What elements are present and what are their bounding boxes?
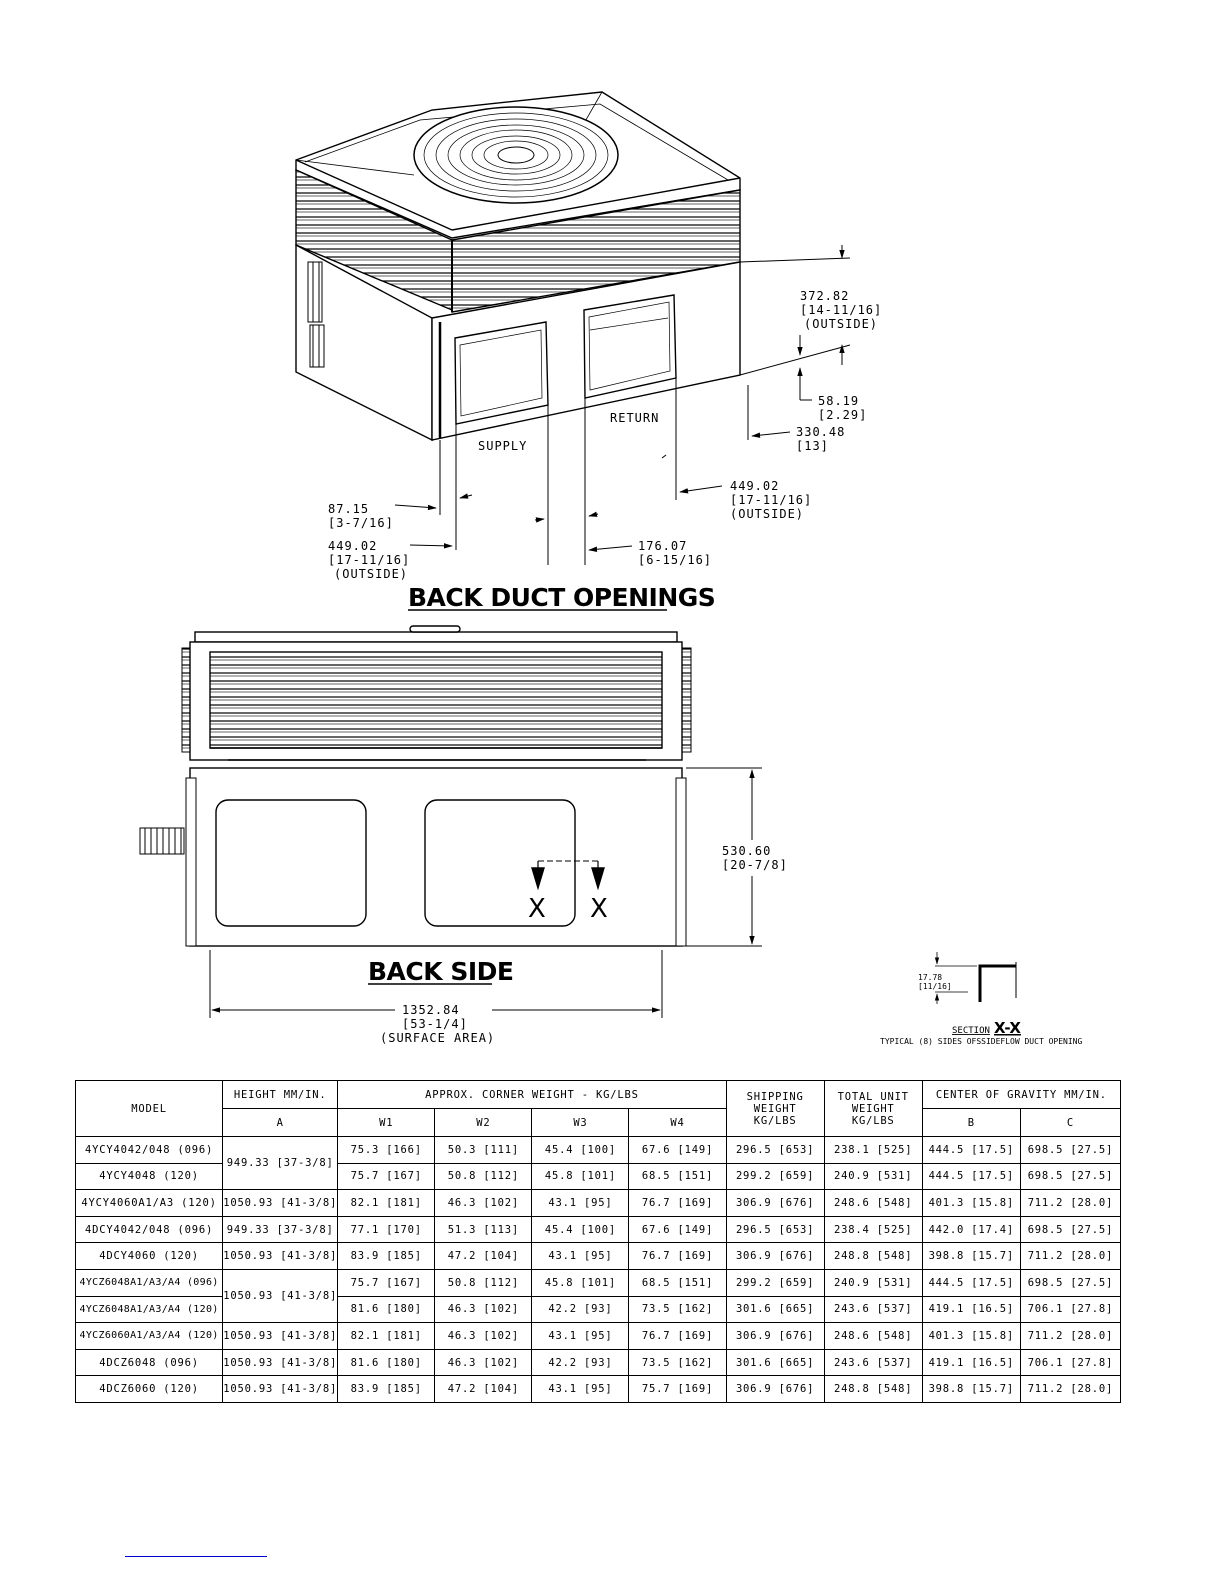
dim-58-value: 58.19 [818,394,860,408]
cell-cog-b: 398.8 [15.7] [922,1243,1020,1270]
cell-shipping: 306.9 [676] [726,1323,824,1350]
cell-model: 4YCZ6060A1/A3/A4 (120) [76,1323,223,1350]
cell-model: 4YCY4060A1/A3 (120) [76,1190,223,1217]
header-cog-b: B [922,1109,1020,1137]
cell-cog-b: 419.1 [16.5] [922,1296,1020,1323]
cell-total: 248.8 [548] [824,1243,922,1270]
dim-372-note: (OUTSIDE) [804,317,879,331]
supply-label: SUPPLY [478,439,528,453]
cell-cog-c: 698.5 [27.5] [1020,1137,1120,1164]
cell-cog-b: 401.3 [15.8] [922,1190,1020,1217]
cell-cog-c: 711.2 [28.0] [1020,1190,1120,1217]
dim-449-left-inch: [17-11/16] [328,553,411,567]
back-side-view [140,626,691,946]
cell-w1: 77.1 [170] [338,1216,435,1243]
cell-cog-c: 711.2 [28.0] [1020,1376,1120,1403]
cell-w4: 67.6 [149] [629,1216,726,1243]
cell-height: 1050.93 [41-3/8] [223,1349,338,1376]
cell-height: 949.33 [37-3/8] [223,1137,338,1190]
dim-330-inch: [13] [796,439,829,453]
cell-w3: 43.1 [95] [532,1323,629,1350]
dim-372-inch: [14-11/16] [800,303,883,317]
header-model: MODEL [76,1081,223,1137]
fan-grille [414,107,618,203]
section-xx-detail [935,952,1016,1004]
cell-w1: 75.3 [166] [338,1137,435,1164]
cell-height: 1050.93 [41-3/8] [223,1243,338,1270]
cell-height: 949.33 [37-3/8] [223,1216,338,1243]
cell-cog-c: 698.5 [27.5] [1020,1163,1120,1190]
cell-w4: 76.7 [169] [629,1243,726,1270]
cell-total: 240.9 [531] [824,1163,922,1190]
cell-w2: 50.3 [111] [435,1137,532,1164]
dim-449-right-note: (OUTSIDE) [730,507,805,521]
footer-link-underline[interactable] [125,1556,267,1557]
cell-model: 4DCY4042/048 (096) [76,1216,223,1243]
header-w1: W1 [338,1109,435,1137]
dim-87-value: 87.15 [328,502,370,516]
cell-height: 1050.93 [41-3/8] [223,1376,338,1403]
return-label: RETURN [610,411,660,425]
cell-total: 248.6 [548] [824,1323,922,1350]
cell-height: 1050.93 [41-3/8] [223,1190,338,1217]
header-shipping-weight: SHIPPING WEIGHT KG/LBS [726,1081,824,1137]
dim-449-left-value: 449.02 [328,539,378,553]
isometric-unit-view [296,92,740,440]
cell-shipping: 299.2 [659] [726,1269,824,1296]
cell-cog-c: 698.5 [27.5] [1020,1216,1120,1243]
cell-w4: 68.5 [151] [629,1269,726,1296]
dim-530-inch: [20-7/8] [722,858,788,872]
cell-w3: 45.8 [101] [532,1163,629,1190]
cell-w4: 67.6 [149] [629,1137,726,1164]
header-w4: W4 [629,1109,726,1137]
cell-cog-c: 698.5 [27.5] [1020,1269,1120,1296]
cell-model: 4DCZ6060 (120) [76,1376,223,1403]
header-height-a: A [223,1109,338,1137]
cell-total: 248.6 [548] [824,1190,922,1217]
header-w2: W2 [435,1109,532,1137]
weights-table [75,1080,1121,1403]
cell-w2: 47.2 [104] [435,1243,532,1270]
cell-w3: 43.1 [95] [532,1190,629,1217]
header-center-of-gravity: CENTER OF GRAVITY MM/IN. [922,1081,1120,1109]
header-corner-weight: APPROX. CORNER WEIGHT - KG/LBS [338,1081,726,1109]
dim-176-value: 176.07 [638,539,688,553]
dim-330-value: 330.48 [796,425,846,439]
header-height: HEIGHT MM/IN. [223,1081,338,1109]
cell-w1: 75.7 [167] [338,1269,435,1296]
section-mark: X-X [994,1019,1021,1037]
cell-height: 1050.93 [41-3/8] [223,1269,338,1322]
section-mark-x-right: X [590,894,608,924]
return-duct-opening [425,800,575,926]
cell-w3: 43.1 [95] [532,1376,629,1403]
dim-372-value: 372.82 [800,289,850,303]
section-mark-x-left: X [528,894,546,924]
cell-w3: 45.8 [101] [532,1269,629,1296]
cell-total: 248.8 [548] [824,1376,922,1403]
cell-w4: 76.7 [169] [629,1190,726,1217]
cell-w3: 45.4 [100] [532,1216,629,1243]
dim-449-right-value: 449.02 [730,479,780,493]
cell-w4: 75.7 [169] [629,1376,726,1403]
cell-w2: 50.8 [112] [435,1269,532,1296]
cell-cog-b: 442.0 [17.4] [922,1216,1020,1243]
dim-176-inch: [6-15/16] [638,553,713,567]
dim-87-inch: [3-7/16] [328,516,394,530]
table-row [76,1349,1121,1376]
cell-w1: 81.6 [180] [338,1296,435,1323]
cell-model: 4YCZ6048A1/A3/A4 (096) [76,1269,223,1296]
cell-cog-c: 711.2 [28.0] [1020,1243,1120,1270]
cell-shipping: 301.6 [665] [726,1296,824,1323]
cell-cog-b: 444.5 [17.5] [922,1269,1020,1296]
cell-height: 1050.93 [41-3/8] [223,1323,338,1350]
table-row [76,1243,1121,1270]
cell-w1: 83.9 [185] [338,1243,435,1270]
table-row [76,1137,1121,1164]
cell-w1: 81.6 [180] [338,1349,435,1376]
cell-w3: 42.2 [93] [532,1349,629,1376]
dim-58-inch: [2.29] [818,408,868,422]
cell-w1: 75.7 [167] [338,1163,435,1190]
cell-w2: 47.2 [104] [435,1376,532,1403]
dim-1352-inch: [53-1/4] [402,1017,468,1031]
table-row [76,1376,1121,1403]
cell-w4: 76.7 [169] [629,1323,726,1350]
section-label: SECTION [952,1026,990,1036]
back-duct-openings-title: BACK DUCT OPENINGS [408,583,716,612]
cell-model: 4YCZ6048A1/A3/A4 (120) [76,1296,223,1323]
cell-w4: 73.5 [162] [629,1296,726,1323]
cell-w2: 50.8 [112] [435,1163,532,1190]
table-row [76,1269,1121,1296]
cell-shipping: 306.9 [676] [726,1243,824,1270]
cell-w1: 82.1 [181] [338,1190,435,1217]
table-row [76,1216,1121,1243]
header-total-weight: TOTAL UNIT WEIGHT KG/LBS [824,1081,922,1137]
table-row [76,1323,1121,1350]
supply-duct-opening [216,800,366,926]
dim-449-right-inch: [17-11/16] [730,493,813,507]
cell-w1: 82.1 [181] [338,1323,435,1350]
cell-model: 4YCY4042/048 (096) [76,1137,223,1164]
back-side-title: BACK SIDE [368,957,514,986]
cell-cog-b: 398.8 [15.7] [922,1376,1020,1403]
cell-w2: 46.3 [102] [435,1323,532,1350]
dim-1352-value: 1352.84 [402,1003,460,1017]
cell-cog-b: 444.5 [17.5] [922,1137,1020,1164]
cell-w4: 73.5 [162] [629,1349,726,1376]
cell-w2: 46.3 [102] [435,1349,532,1376]
cell-shipping: 306.9 [676] [726,1376,824,1403]
dim-1352-note: (SURFACE AREA) [380,1031,496,1045]
cell-cog-b: 419.1 [16.5] [922,1349,1020,1376]
cell-cog-b: 401.3 [15.8] [922,1323,1020,1350]
cell-cog-b: 444.5 [17.5] [922,1163,1020,1190]
cell-shipping: 299.2 [659] [726,1163,824,1190]
dim-449-left-note: (OUTSIDE) [334,567,409,581]
cell-w3: 45.4 [100] [532,1137,629,1164]
cell-total: 238.1 [525] [824,1137,922,1164]
table-row [76,1190,1121,1217]
cell-w3: 43.1 [95] [532,1243,629,1270]
cell-shipping: 296.5 [653] [726,1137,824,1164]
cell-shipping: 296.5 [653] [726,1216,824,1243]
cell-model: 4YCY4048 (120) [76,1163,223,1190]
cell-total: 238.4 [525] [824,1216,922,1243]
cell-shipping: 301.6 [665] [726,1349,824,1376]
header-w3: W3 [532,1109,629,1137]
cell-w1: 83.9 [185] [338,1376,435,1403]
cell-model: 4DCZ6048 (096) [76,1349,223,1376]
cell-w2: 51.3 [113] [435,1216,532,1243]
cell-model: 4DCY4060 (120) [76,1243,223,1270]
cell-w2: 46.3 [102] [435,1296,532,1323]
dim-530-value: 530.60 [722,844,772,858]
section-dim-inch: [11/16] [918,982,952,991]
header-cog-c: C [1020,1109,1120,1137]
section-dim-value: 17.78 [918,973,943,982]
cell-cog-c: 711.2 [28.0] [1020,1323,1120,1350]
cell-w2: 46.3 [102] [435,1190,532,1217]
cell-total: 240.9 [531] [824,1269,922,1296]
cell-w3: 42.2 [93] [532,1296,629,1323]
cell-cog-c: 706.1 [27.8] [1020,1349,1120,1376]
section-note: TYPICAL (8) SIDES OFSSIDEFLOW DUCT OPENING [880,1037,1083,1046]
cell-cog-c: 706.1 [27.8] [1020,1296,1120,1323]
cell-total: 243.6 [537] [824,1349,922,1376]
cell-shipping: 306.9 [676] [726,1190,824,1217]
cell-total: 243.6 [537] [824,1296,922,1323]
cell-w4: 68.5 [151] [629,1163,726,1190]
